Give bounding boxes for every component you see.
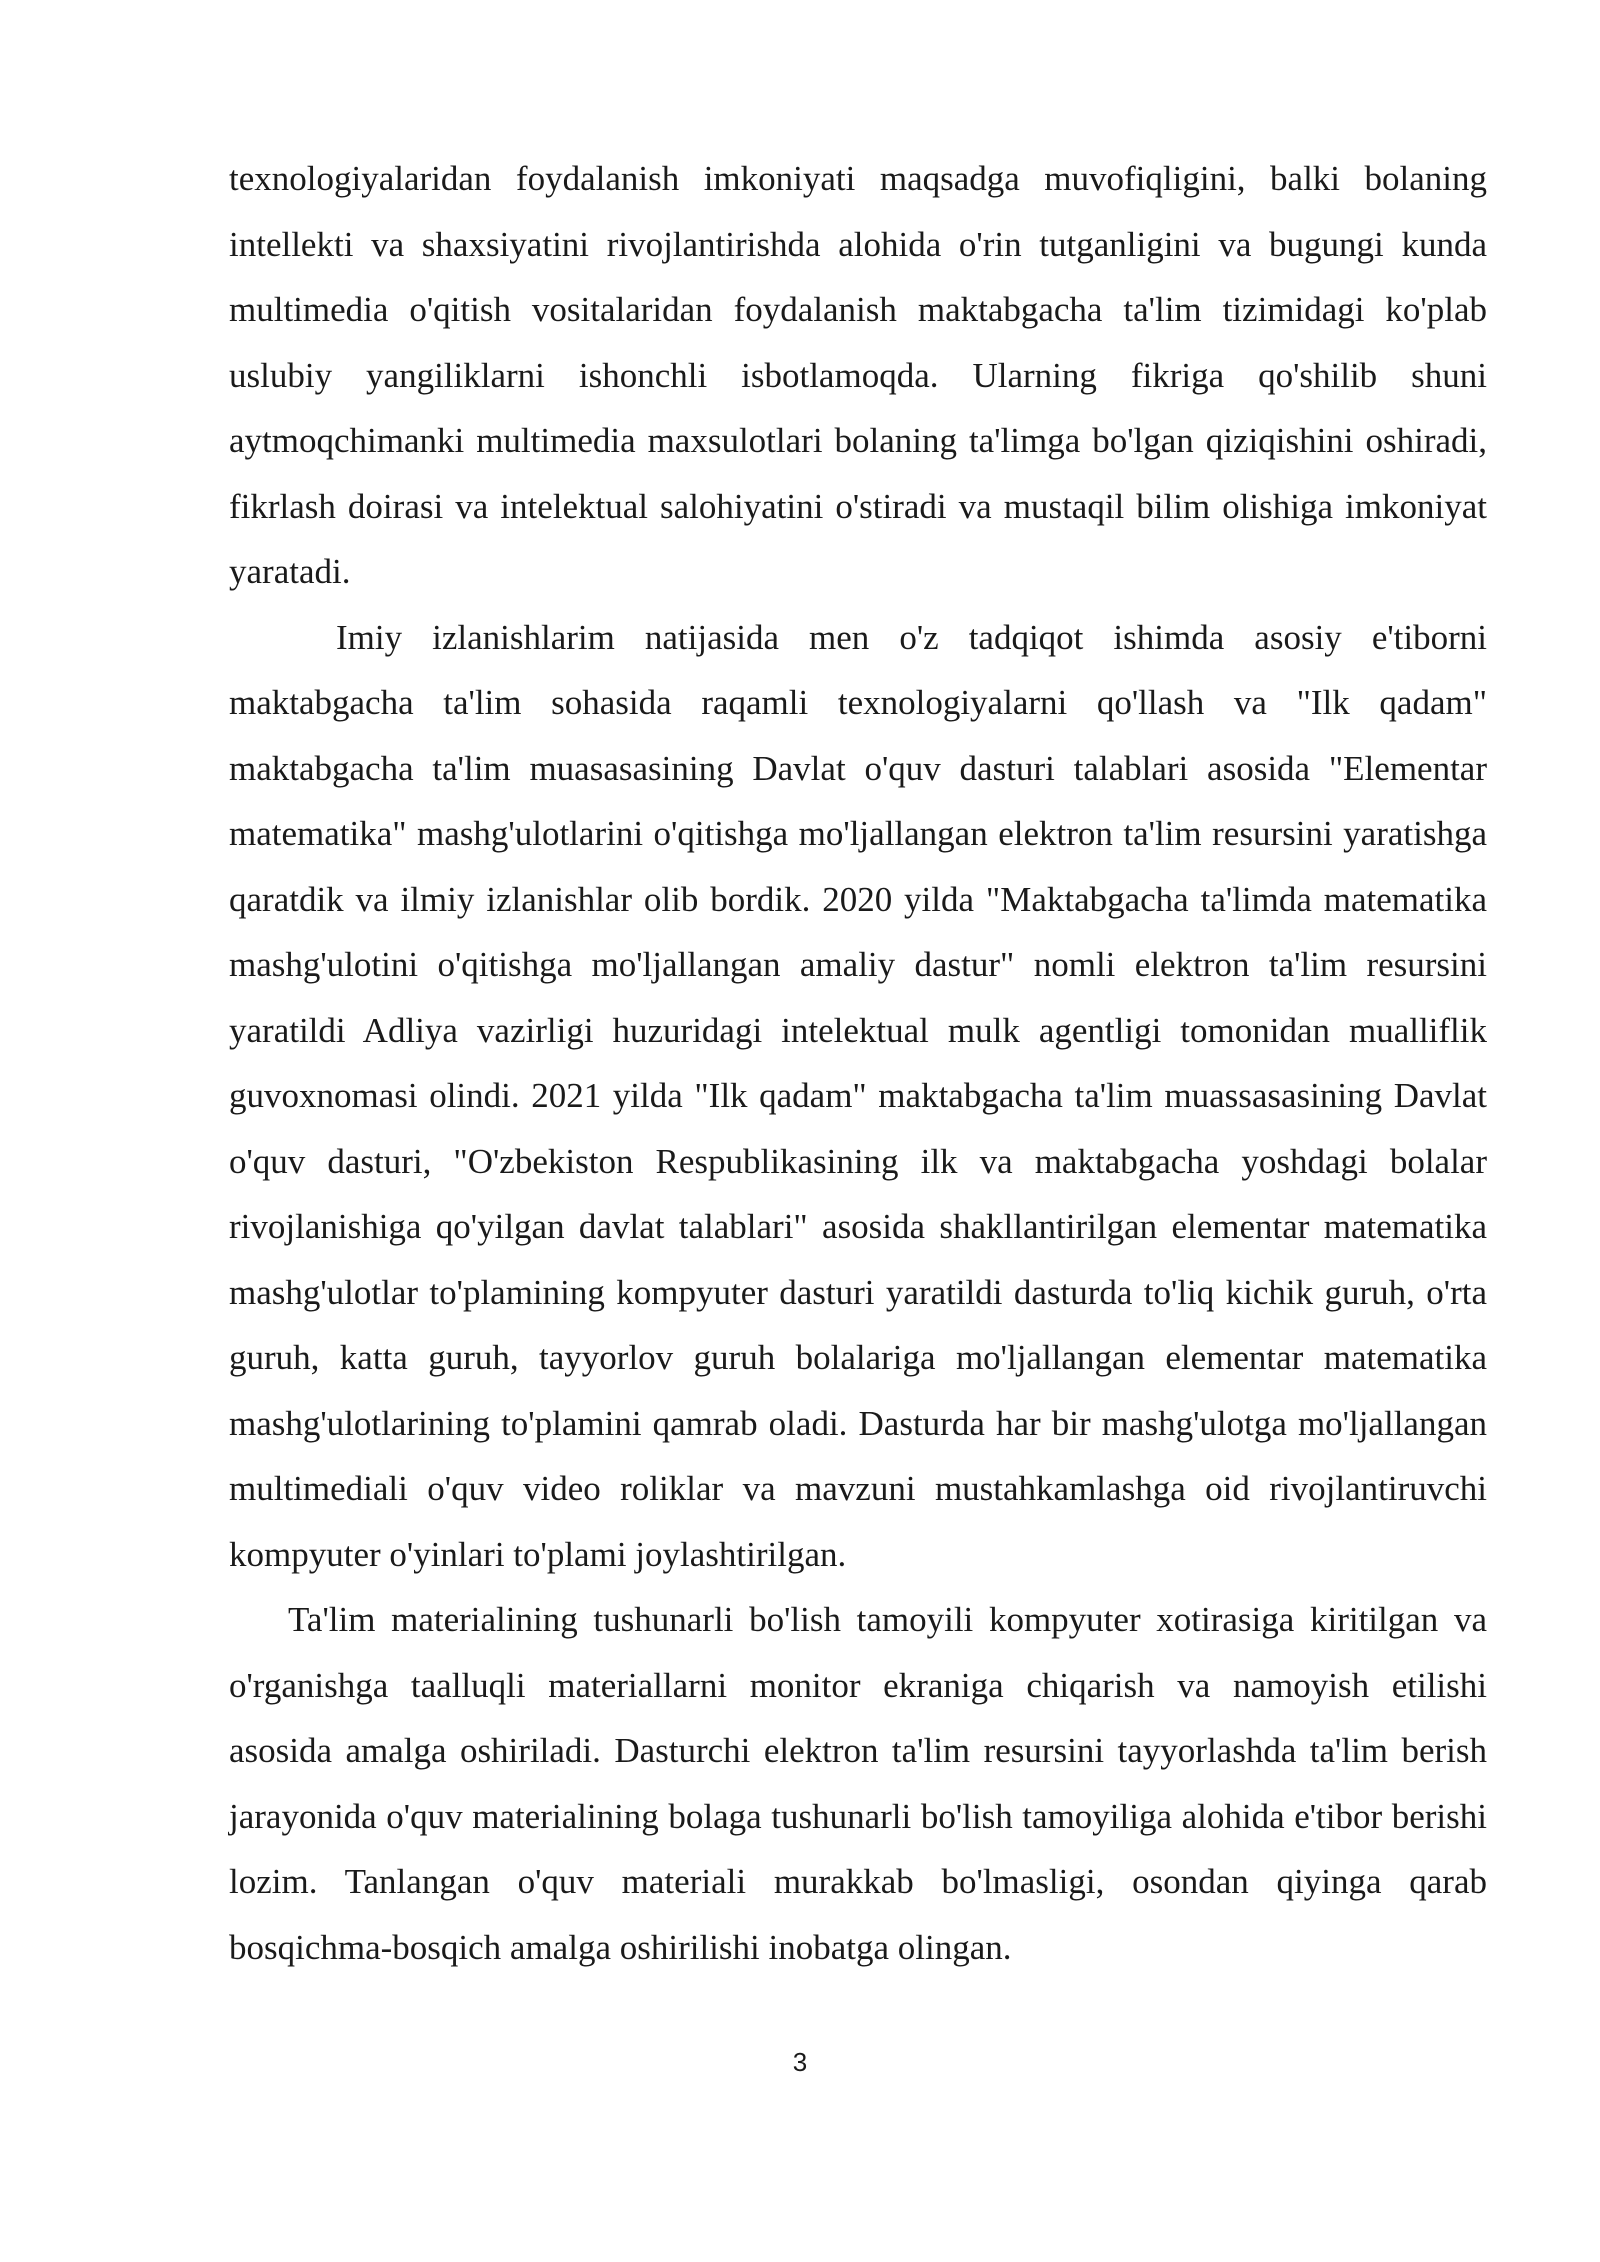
body-text: [229, 146, 1487, 1980]
page-number: 3: [792, 2047, 808, 2077]
paragraph-research: Imiy izlanishlarim natijasida men o'z tadqiqot ishimda asosiy e'tiborni maktabgacha ta'lim sohasida raqamli texnologiyalarni qo'llash va "Ilk qadam" maktabgacha ta'lim muasasasining Davlat o'quv dasturi talablari asosida "Elementar matematika" mashg'ulotlarini o'qitishga mo'ljallangan elektron ta'lim resursini yaratishga qaratdik va ilmiy izlanishlar olib bordik. 2020 yilda "Maktabgacha ta'limda matematika mashg'ulotini o'qitishga mo'ljallangan amaliy dastur" nomli elektron ta'lim resursini yaratildi Adliya vazirligi huzuridagi intelektual mulk agentligi tomonidan mualliflik guvoxnomasi olindi. 2021 yilda "Ilk qadam" maktabgacha ta'lim muassasasining Davlat o'quv dasturi, "O'zbekiston Respublikasining ilk va maktabgacha yoshdagi bolalar rivojlanishiga qo'yilgan davlat talablari" asosida shakllantirilgan elementar matematika mashg'ulotlar to'plamining kompyuter dasturi yaratildi dasturda to'liq kichik guruh, o'rta guruh, katta guruh, tayyorlov guruh bolalariga mo'ljallangan elementar matematika mashg'ulotlarining to'plamini qamrab oladi. Dasturda har bir mashg'ulotga mo'ljallangan multimediali o'quv video roliklar va mavzuni mustahkamlashga oid rivojlantiruvchi kompyuter o'yinlari to'plami joylashtirilgan.: [229, 617, 1487, 1574]
paragraph-continuation: texnologiyalaridan foydalanish imkoniyati maqsadga muvofiqligini, balki bolaning intellekti va shaxsiyatini rivojlantirishda alohida o'rin tutganligini va bugungi kunda multimedia o'qitish vositalaridan foydalanish maktabgacha ta'lim tizimidagi ko'plab uslubiy yangiliklarni ishonchli isbotlamoqda. Ularning fikriga qo'shilib shuni aytmoqchimanki multimedia maxsulotlari bolaning ta'limga bo'lgan qiziqishini oshiradi, fikrlash doirasi va intelektual salohiyatini o'stiradi va mustaqil bilim olishiga imkoniyat yaratadi.: [229, 159, 1487, 591]
paragraph-principle: Ta'lim materialining tushunarli bo'lish tamoyili kompyuter xotirasiga kiritilgan va o'rganishga taalluqli materiallarni monitor ekraniga chiqarish va namoyish etilishi asosida amalga oshiriladi. Dasturchi elektron ta'lim resursini tayyorlashda ta'lim berish jarayonida o'quv materialining bolaga tushunarli bo'lish tamoyiliga alohida e'tibor berishi lozim. Tanlangan o'quv materiali murakkab bo'lmasligi, osondan qiyinga qarab bosqichma-bosqich amalga oshirilishi inobatga olingan.: [229, 1600, 1487, 1967]
